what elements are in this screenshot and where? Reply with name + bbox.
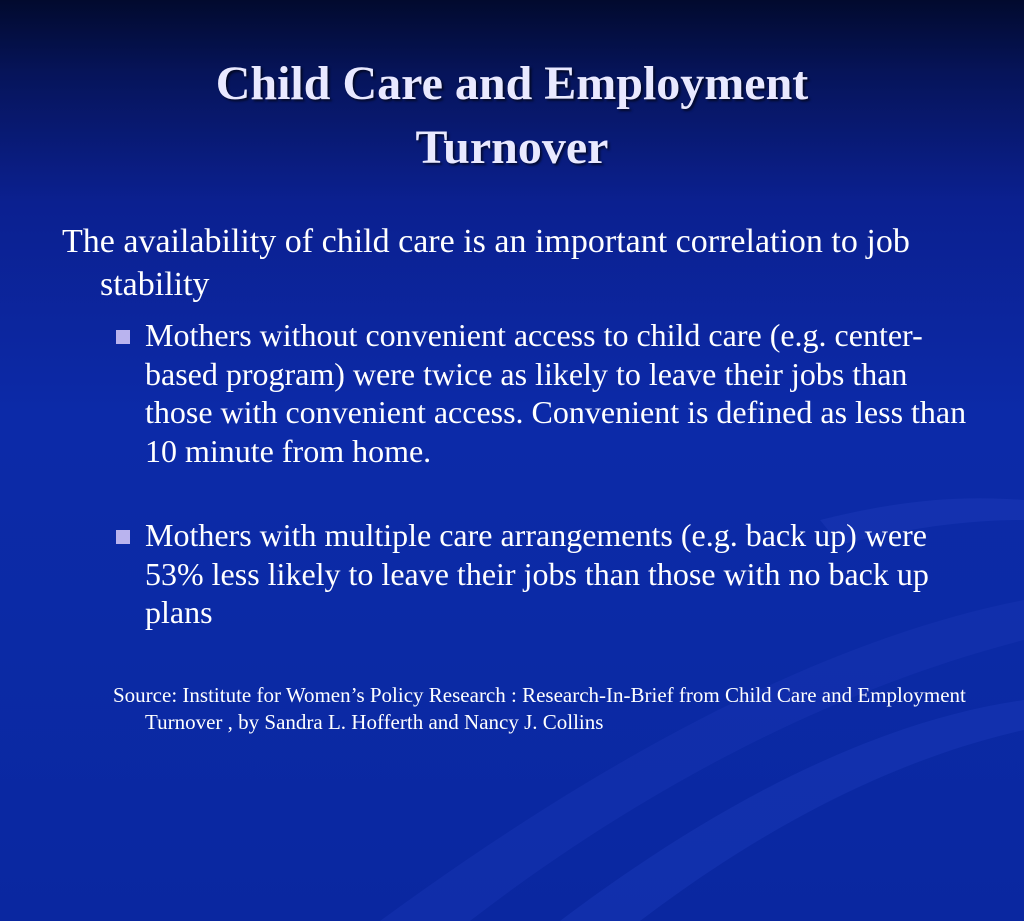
title-line-2: Turnover	[415, 121, 609, 174]
main-point: The availability of child care is an important correlation to job stability	[62, 223, 910, 303]
square-bullet-icon	[116, 530, 130, 544]
square-bullet-icon	[116, 330, 130, 344]
bullet-text-2: Mothers with multiple care arrangements (e.g. back up) were 53% less likely to leave their jobs than those with no back up plans	[145, 517, 929, 630]
bullet-text-1: Mothers without convenient access to child care (e.g. center-based program) were twice as likely to leave their jobs than those with convenient access. Convenient is defined as less than 10 minute from home.	[145, 317, 967, 469]
source-citation: Source: Institute for Women’s Policy Research : Research-In-Brief from Child Care and Employment Turnover , by Sandra L. Hofferth and Nancy J. Collins	[113, 683, 966, 734]
title-line-1: Child Care and Employment	[215, 57, 809, 110]
slide-title	[0, 52, 1024, 180]
